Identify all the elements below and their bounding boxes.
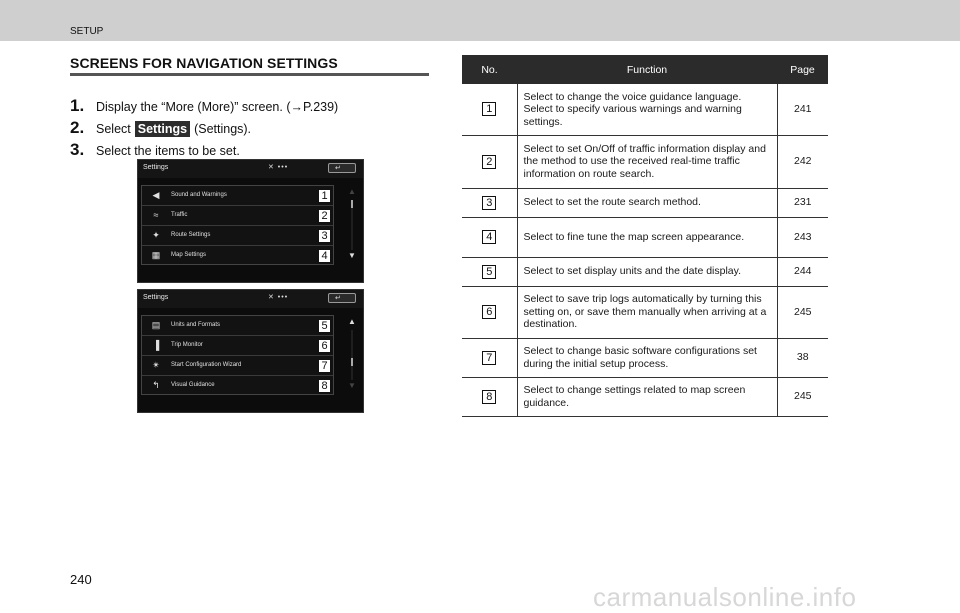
callout-number: 1 bbox=[318, 189, 331, 203]
item-label: Route Settings bbox=[171, 232, 211, 238]
item-label: Start Configuration Wizard bbox=[171, 362, 242, 368]
settings-list bbox=[141, 315, 334, 395]
cell-function: Select to change the voice guidance language. Select to specify various warnings and warning settings. bbox=[517, 84, 777, 135]
cell-no bbox=[462, 377, 517, 416]
column-header-function: Function bbox=[517, 55, 777, 84]
table-row bbox=[462, 217, 828, 257]
item-label: Units and Formats bbox=[171, 322, 221, 328]
settings-screen-1 bbox=[137, 159, 364, 283]
function-table bbox=[462, 55, 828, 417]
callout-number: 6 bbox=[482, 305, 496, 319]
status-icons: ✕ ••• bbox=[268, 164, 289, 171]
section-divider bbox=[70, 73, 429, 76]
cell-page: 231 bbox=[777, 188, 828, 217]
settings-item-traffic[interactable] bbox=[142, 206, 333, 226]
callout-number: 3 bbox=[318, 229, 331, 243]
settings-item-route[interactable] bbox=[142, 226, 333, 246]
screen-title: Settings bbox=[143, 164, 169, 171]
callout-number: 8 bbox=[318, 379, 331, 393]
cell-page: 38 bbox=[777, 338, 828, 377]
cell-no bbox=[462, 188, 517, 217]
cell-no bbox=[462, 84, 517, 135]
callout-number: 7 bbox=[318, 359, 331, 373]
screen-header bbox=[138, 290, 363, 308]
column-header-no: No. bbox=[462, 55, 517, 84]
callout-number: 3 bbox=[482, 196, 496, 210]
cell-page: 243 bbox=[777, 217, 828, 257]
step-number: 1. bbox=[70, 96, 85, 115]
step-3 bbox=[70, 140, 240, 160]
scrollbar[interactable] bbox=[348, 188, 356, 262]
status-icons: ✕ ••• bbox=[268, 294, 289, 301]
settings-item-sound[interactable] bbox=[142, 186, 333, 206]
cell-page: 245 bbox=[777, 377, 828, 416]
scroll-down-icon[interactable]: ▼ bbox=[348, 251, 356, 260]
step-1 bbox=[70, 96, 338, 116]
cell-function: Select to change basic software configurations set during the initial setup process. bbox=[517, 338, 777, 377]
callout-number: 5 bbox=[318, 319, 331, 333]
back-icon: ↵ bbox=[335, 165, 341, 172]
callout-number: 6 bbox=[318, 339, 331, 353]
step-text-suffix: (Settings). bbox=[194, 122, 252, 136]
step-number: 3. bbox=[70, 140, 85, 159]
scroll-track bbox=[351, 330, 353, 380]
speaker-icon: ◀ bbox=[152, 190, 160, 200]
step-2 bbox=[70, 118, 251, 138]
table-row bbox=[462, 377, 828, 416]
cell-function: Select to set the route search method. bbox=[517, 188, 777, 217]
traffic-icon: ≈ bbox=[153, 210, 159, 220]
scroll-up-icon[interactable]: ▲ bbox=[348, 317, 356, 326]
callout-number: 7 bbox=[482, 351, 496, 365]
units-icon: ▤ bbox=[151, 320, 161, 330]
back-button[interactable] bbox=[328, 293, 356, 303]
step-number: 2. bbox=[70, 118, 85, 137]
cell-no bbox=[462, 286, 517, 338]
cell-function: Select to save trip logs automatically by turning this setting on, or save them manually when arriving at a destination. bbox=[517, 286, 777, 338]
cell-no bbox=[462, 217, 517, 257]
table-row bbox=[462, 286, 828, 338]
map-icon: ▦ bbox=[151, 250, 161, 260]
table-row bbox=[462, 135, 828, 188]
header-bar bbox=[0, 0, 960, 41]
cell-page: 242 bbox=[777, 135, 828, 188]
route-icon: ✦ bbox=[152, 230, 160, 240]
settings-screen-2 bbox=[137, 289, 364, 413]
watermark: carmanualsonline.info bbox=[593, 582, 857, 612]
callout-number: 2 bbox=[318, 209, 331, 223]
callout-number: 2 bbox=[482, 155, 496, 169]
section-title: SCREENS FOR NAVIGATION SETTINGS bbox=[70, 55, 338, 71]
cell-function: Select to set display units and the date display. bbox=[517, 257, 777, 286]
callout-number: 5 bbox=[482, 265, 496, 279]
guidance-icon: ↰ bbox=[152, 380, 160, 390]
screen-header bbox=[138, 160, 363, 178]
scroll-thumb[interactable] bbox=[351, 200, 353, 208]
settings-item-trip-monitor[interactable] bbox=[142, 336, 333, 356]
step-text-prefix: Select bbox=[96, 122, 131, 136]
screen-title: Settings bbox=[143, 294, 169, 301]
cell-page: 244 bbox=[777, 257, 828, 286]
settings-item-units[interactable] bbox=[142, 316, 333, 336]
back-button[interactable] bbox=[328, 163, 356, 173]
settings-item-visual-guidance[interactable] bbox=[142, 376, 333, 396]
cell-no bbox=[462, 338, 517, 377]
step-text: Select the items to be set. bbox=[96, 144, 240, 158]
scroll-down-icon[interactable]: ▼ bbox=[348, 381, 356, 390]
cell-no bbox=[462, 257, 517, 286]
cell-no bbox=[462, 135, 517, 188]
scroll-up-icon[interactable]: ▲ bbox=[348, 187, 356, 196]
cell-page: 241 bbox=[777, 84, 828, 135]
item-label: Map Settings bbox=[171, 252, 207, 258]
callout-number: 4 bbox=[318, 249, 331, 263]
bar-chart-icon: ▐ bbox=[152, 340, 160, 350]
wand-icon: ✴ bbox=[152, 360, 160, 370]
item-label: Sound and Warnings bbox=[171, 192, 227, 198]
item-label: Visual Guidance bbox=[171, 382, 215, 388]
callout-number: 4 bbox=[482, 230, 496, 244]
cell-page: 245 bbox=[777, 286, 828, 338]
table-row bbox=[462, 257, 828, 286]
table-row bbox=[462, 84, 828, 135]
scrollbar[interactable] bbox=[348, 318, 356, 392]
scroll-track bbox=[351, 200, 353, 250]
cell-function: Select to change settings related to map screen guidance. bbox=[517, 377, 777, 416]
back-icon: ↵ bbox=[335, 295, 341, 302]
scroll-thumb[interactable] bbox=[351, 358, 353, 366]
header-label: SETUP bbox=[70, 26, 104, 37]
step-text: Display the “More (More)” screen. (→P.239) bbox=[96, 100, 339, 114]
item-label: Trip Monitor bbox=[171, 342, 203, 348]
settings-list bbox=[141, 185, 334, 265]
page-number: 240 bbox=[70, 572, 92, 587]
cell-function: Select to set On/Off of traffic information display and the method to use the received real-time traffic information on route search. bbox=[517, 135, 777, 188]
table-row bbox=[462, 188, 828, 217]
settings-item-config-wizard[interactable] bbox=[142, 356, 333, 376]
callout-number: 8 bbox=[482, 390, 496, 404]
table-row bbox=[462, 338, 828, 377]
settings-button-reference: Settings bbox=[135, 121, 190, 137]
item-label: Traffic bbox=[171, 212, 188, 218]
column-header-page: Page bbox=[777, 55, 828, 84]
callout-number: 1 bbox=[482, 102, 496, 116]
settings-item-map[interactable] bbox=[142, 246, 333, 266]
table-header-row bbox=[462, 55, 828, 84]
cell-function: Select to fine tune the map screen appearance. bbox=[517, 217, 777, 257]
